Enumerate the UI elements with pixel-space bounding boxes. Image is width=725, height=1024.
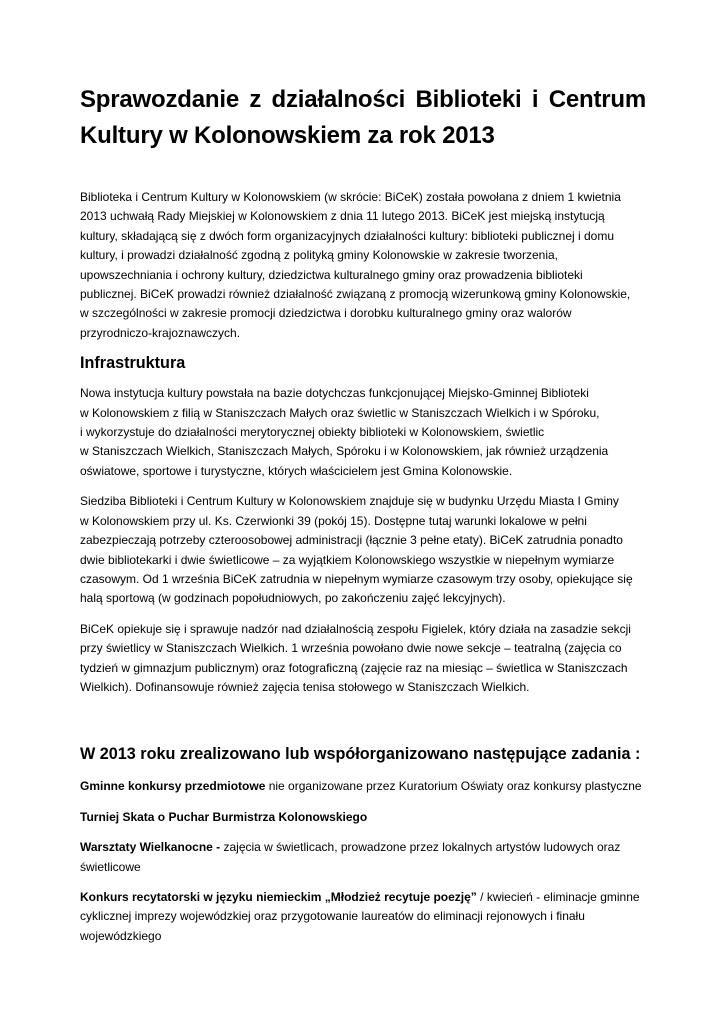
task-description: zajęcia w świetlicach, prowadzone przez lokalnych artystów ludowych oraz (220, 840, 621, 855)
text-line: czasowym. Od 1 września BiCeK zatrudnia w niepełnym wymiarze czasowym trzy osoby, opiekujące się (80, 571, 633, 586)
document-page (80, 82, 646, 946)
text-line: kultury, i prowadzi działalność zgodną z polityką gminy Kolonowskie w zakresie tworzenia, (80, 248, 558, 263)
task-item (80, 838, 646, 877)
text-line: Wielkich). Dofinansowuje również zajęcia tenisa stołowego w Staniszczach Wielkich. (80, 679, 530, 694)
infrastructure-paragraph-2 (80, 492, 646, 608)
title-line: Sprawozdanie z działalności Biblioteki i Centrum (80, 86, 646, 113)
text-line: 2013 uchwałą Rady Miejskiej w Kolonowskiem z dnia 11 lutego 2013. BiCeK jest miejską instytucją (80, 209, 605, 224)
task-item (80, 808, 646, 827)
text-line: tydzień w gimnazjum publicznym) oraz fotograficzną (zajęcie raz na miesiąc – świetlica w Staniszczach (80, 660, 628, 675)
section-heading-infrastructure: Infrastruktura (80, 354, 186, 373)
text-line: Nowa instytucja kultury powstała na bazie dotychczas funkcjonującej Miejsko-Gminnej Biblioteki (80, 386, 589, 401)
text-line: w Kolonowskiem przy ul. Ks. Czerwionki 39 (pokój 15). Dostępne tutaj warunki lokalowe w pełni (80, 513, 587, 528)
task-item (80, 888, 646, 946)
text-line: w Staniszczach Wielkich, Staniszczach Małych, Spóroku i w Kolonowskiem, jak również urządzenia (80, 444, 609, 459)
title-line: Kultury w Kolonowskiem za rok 2013 (80, 122, 495, 149)
text-line: i wykorzystuje do działalności merytorycznej obiekty biblioteki w Kolonowskiem, świetlic (80, 425, 545, 440)
text-line: w Kolonowskiem z filią w Staniszczach Małych oraz świetlic w Staniszczach Wielkich i w Spóroku, (80, 405, 600, 420)
document-title (80, 82, 646, 154)
text-line: świetlicowe (80, 859, 141, 874)
text-line: BiCeK opiekuje się i sprawuje nadzór nad działalnością zespołu Figielek, który działa na zasadzie sekcji (80, 621, 631, 636)
text-line: upowszechniania i ochrony kultury, dziedzictwa kulturalnego gminy oraz prowadzenia biblioteki (80, 267, 583, 282)
text-line: halą sportową (w godzinach popołudniowych, po zakończeniu zajęć lekcyjnych). (80, 591, 506, 606)
infrastructure-paragraph-3 (80, 620, 646, 698)
text-line: zabezpieczają potrzeby czteroosobowej administracji (łącznie 3 pełne etaty). BiCeK zatrudnia ponadto (80, 533, 623, 548)
task-title: Warsztaty Wielkanocne - (80, 840, 221, 855)
text-line: Siedziba Biblioteki i Centrum Kultury w Kolonowskiem znajduje się w budynku Urzędu Miasta I Gminy (80, 494, 619, 509)
text-line: wojewódzkiego (80, 928, 162, 943)
task-title: Turniej Skata o Puchar Burmistrza Kolonowskiego (80, 809, 368, 824)
text-line: kultury, składającą się z dwóch form organizacyjnych działalności kultury: biblioteki publicznej i domu (80, 228, 615, 243)
task-title: Gminne konkursy przedmiotowe (80, 779, 266, 794)
task-description: / kwiecień - eliminacje gminne (476, 889, 640, 904)
text-line: publicznej. BiCeK prowadzi również działalność związaną z promocją wizerunkową gminy Kolonowskie, (80, 287, 631, 302)
infrastructure-paragraph-1 (80, 384, 646, 481)
text-line: Biblioteka i Centrum Kultury w Kolonowskiem (w skrócie: BiCeK) została powołana z dniem 1 kwietnia (80, 190, 621, 204)
text-line: cyklicznej imprezy wojewódzkiej oraz przygotowanie laureatów do eliminacji rejonowych i finału (80, 909, 585, 924)
text-line: przy świetlicy w Staniszczach Wielkich. 1 września powołano dwie nowe sekcje – teatralną (zajęcia co (80, 641, 622, 656)
task-description: nie organizowane przez Kuratorium Oświaty oraz konkursy plastyczne (265, 779, 642, 794)
text-line: oświatowe, sportowe i turystyczne, których właścicielem jest Gmina Kolonowskie. (80, 463, 513, 478)
text-line: przyrodniczo-krajoznawczych. (80, 325, 241, 340)
section-heading-tasks: W 2013 roku zrealizowano lub współorganizowano następujące zadania : (80, 745, 641, 764)
text-line: w szczególności w zakresie promocji dziedzictwa i dorobku kulturalnego gminy oraz walorów (80, 306, 572, 321)
text-line (80, 888, 646, 907)
task-title: Konkurs recytatorski w języku niemieckim „Młodzież recytuje poezję” (80, 889, 477, 904)
text-line (80, 838, 646, 857)
task-item (80, 777, 646, 796)
intro-paragraph (80, 188, 646, 343)
text-line (80, 777, 646, 796)
text-line: dwie bibliotekarki i dwie świetlicowe – za wyjątkiem Kolonowskiego wszystkie w niepełnym wymiarze (80, 552, 615, 567)
